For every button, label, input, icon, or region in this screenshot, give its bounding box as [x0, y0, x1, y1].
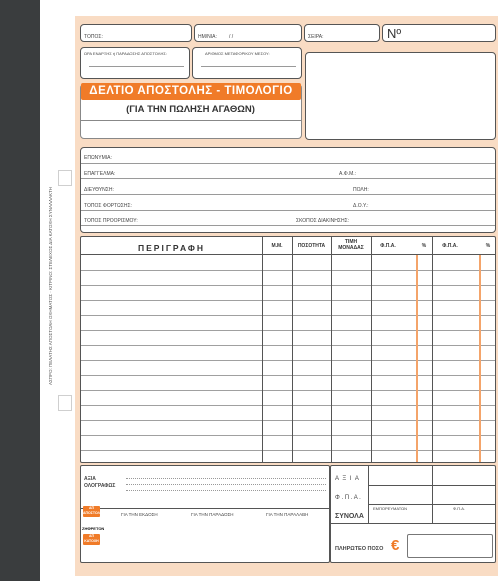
document-subtitle: (ΓΙΑ ΤΗΝ ΠΩΛΗΣΗ ΑΓΑΘΩΝ)	[126, 104, 255, 115]
date-label: ΗΜ/ΝΙΑ:	[198, 34, 217, 40]
title-divider	[80, 120, 302, 121]
sign-delivery-label: ΓΙΑ ΤΗΝ ΠΑΡΑΔΟΣΗ	[191, 512, 234, 517]
address-label: ΔΙΕΥΘΥΝΣΗ:	[84, 187, 114, 193]
invoice-sheet	[75, 16, 498, 576]
vat-pct-divider-1	[416, 255, 418, 462]
sign-receipt-label: ΓΙΑ ΤΗΝ ΠΑΡΑΛΑΒΗ	[266, 512, 309, 517]
document-title: ΔΕΛΤΙΟ ΑΠΟΣΤΟΛΗΣ - ΤΙΜΟΛΟΓΙΟ	[81, 83, 301, 100]
col-divider-5	[432, 237, 433, 462]
customer-section	[80, 147, 496, 233]
place-label: ΤΟΠΟΣ:	[84, 34, 103, 40]
customer-line-1	[81, 163, 495, 164]
place-field[interactable]	[80, 24, 192, 42]
col-divider-4	[371, 237, 372, 462]
vehicle-field[interactable]	[192, 47, 302, 79]
totals-divider-h2	[368, 504, 495, 505]
col-divider-2	[292, 237, 293, 462]
issuer-box[interactable]	[305, 52, 496, 140]
side-copy-legend: ΑΣΠΡΟ: ΠΕΛΑΤΗΣ ΑΠΟΣΤΟΛΗ ΟΧΗΜΑΤΟΣ · ΚΙΤΡΙΝΟ: ΣΤΕΛΕΧΟΣ ΔΙΑ ΚΑΤΟΧΗ ΣΥΝΑΛΛΑΚΤΗ	[48, 187, 53, 385]
value-words-dotted-2	[126, 484, 326, 485]
col-header-unit: Μ.Μ.	[271, 243, 283, 249]
col-divider-3	[331, 237, 332, 462]
vat-pct-divider-2	[479, 255, 481, 462]
start-time-label: ΩΡΑ ΕΝΑΡΞΗΣ ή ΠΑΡΑΔΟΣΗΣ ΑΠΟΣΤΟΛΗΣ:	[84, 51, 167, 56]
totals-divider-v1	[368, 466, 369, 523]
col-header-vat-1-pct: %	[421, 243, 427, 249]
date-field[interactable]	[194, 24, 302, 42]
brand-logo: ΖΗΦΡΕΤΟΝ	[82, 526, 105, 531]
col-divider-1	[262, 237, 263, 462]
destination-label: ΤΟΠΟΣ ΠΡΟΟΡΙΣΜΟΥ:	[84, 218, 138, 224]
items-table	[80, 236, 496, 463]
totals-label: ΣΥΝΟΛΑ	[335, 513, 364, 520]
col-header-description: ΠΕΡΙΓΡΑΦΗ	[137, 243, 205, 253]
footer-left	[80, 465, 330, 563]
vehicle-label: ΑΡΙΘΜΟΣ ΜΕΤΑΦΟΡΙΚΟΥ ΜΕΣΟΥ:	[205, 51, 270, 56]
payable-label: ΠΛΗΡΩΤΕΟ ΠΟΣΟ	[335, 546, 384, 552]
col-header-vat-2: Φ.Π.Α.	[442, 243, 458, 249]
customer-line-4	[81, 210, 495, 211]
axia-label: Α Ξ Ι Α	[335, 476, 360, 482]
profession-label: ΕΠΑΓΓΕΛΜΑ:	[84, 171, 116, 177]
col-header-vat-2-pct: %	[485, 243, 491, 249]
value-words-label-1: ΑΞΙΑ	[84, 476, 96, 482]
start-time-line	[89, 66, 184, 67]
copy-badge-holder: ΑΠ ΚΑΤΟΧΗ	[84, 534, 99, 543]
totals-divider-h1	[368, 485, 495, 486]
signature-divider	[81, 508, 329, 509]
binding-spine	[0, 0, 40, 581]
goods-total-label: ΕΜΠΟΡΕΥΜΑΤΩΝ	[373, 506, 407, 511]
value-words-dotted-1	[126, 478, 326, 479]
perforation-mark-top	[58, 170, 72, 186]
col-header-price-1: ΤΙΜΗ	[344, 239, 358, 245]
payable-amount-field[interactable]	[407, 534, 493, 558]
start-time-field[interactable]	[80, 47, 190, 79]
series-label: ΣΕΙΡΑ:	[308, 34, 324, 40]
vat-total-label: Φ.Π.Α.	[453, 506, 466, 511]
city-label: ΠΟΛΗ:	[353, 187, 369, 193]
totals-divider-h3	[331, 523, 495, 524]
customer-line-3	[81, 194, 495, 195]
value-words-dotted-3	[126, 490, 326, 491]
afm-label: Α.Φ.Μ.:	[339, 171, 357, 177]
col-header-price-2: ΜΟΝΑΔΑΣ	[338, 245, 364, 251]
customer-line-2	[81, 178, 495, 179]
purpose-label: ΣΚΟΠΟΣ ΔΙΑΚΙΝΗΣΗΣ:	[296, 218, 350, 224]
perforation-mark-bottom	[58, 395, 72, 411]
number-field[interactable]	[382, 24, 496, 42]
sign-issue-label: ΓΙΑ ΤΗΝ ΕΚΔΟΣΗ	[121, 512, 158, 517]
euro-icon: €	[391, 537, 400, 554]
copy-badge-sender: ΑΠ ΑΠΟΣΤΟΛΗ	[83, 506, 103, 515]
value-words-label-2: ΟΛΟΓΡΑΦΩΣ	[84, 483, 116, 489]
series-field[interactable]	[304, 24, 380, 42]
footer-totals	[330, 465, 496, 563]
name-label: ΕΠΩΝΥΜΙΑ:	[84, 155, 112, 161]
loading-place-label: ΤΟΠΟΣ ΦΟΡΤΩΣΗΣ:	[84, 203, 132, 209]
customer-line-5	[81, 225, 495, 226]
doy-label: Δ.Ο.Υ.:	[353, 203, 369, 209]
date-slashes: / /	[229, 34, 234, 40]
fpa-label: Φ . Π . Α .	[335, 495, 361, 501]
number-label: Nº	[387, 26, 402, 41]
col-header-quantity: ΠΟΣΟΤΗΤΑ	[297, 243, 326, 249]
col-header-vat-1: Φ.Π.Α.	[380, 243, 396, 249]
totals-divider-v2	[432, 466, 433, 523]
vehicle-line	[201, 66, 296, 67]
